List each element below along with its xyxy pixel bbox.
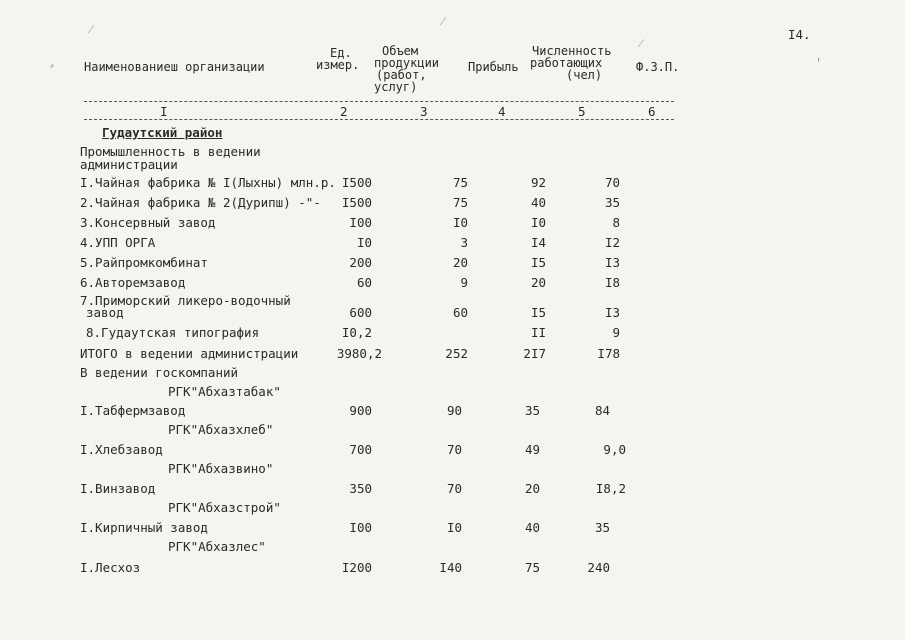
row-name: 7.Приморский ликеро-водочный [80, 293, 291, 308]
row-profit: I40 [439, 560, 462, 575]
column-number: I [160, 104, 168, 119]
row-workers: 35 [524, 403, 540, 418]
row-name: I.Хлебзавод [80, 442, 163, 457]
row-workers: 20 [524, 481, 540, 496]
row-workers: 40 [530, 195, 546, 210]
row-profit: I0 [446, 520, 462, 535]
column-number-rule [84, 119, 674, 120]
row-name: I.Лесхоз [80, 560, 141, 575]
header-unit: измер. [316, 58, 360, 72]
total-name: ИТОГО в ведении администрации [80, 346, 299, 361]
row-fzp: 70 [604, 175, 620, 190]
column-number: 2 [340, 104, 348, 119]
subsection-title: администрации [80, 157, 178, 172]
row-profit: 90 [446, 403, 462, 418]
row-volume: 600 [349, 305, 372, 320]
column-number: 3 [420, 104, 428, 119]
row-profit: 9 [460, 275, 468, 290]
row-name: завод [86, 305, 124, 320]
row-name: 4.УПП ОРГА [80, 235, 156, 250]
group-title: РГК"Абхазлес" [168, 539, 266, 554]
row-profit: 70 [446, 481, 462, 496]
row-profit: I0 [452, 215, 468, 230]
pencil-mark: ' [815, 56, 823, 70]
total-fzp: I78 [597, 346, 620, 361]
row-fzp: 35 [594, 520, 610, 535]
row-volume: 60 [356, 275, 372, 290]
row-profit: 75 [452, 195, 468, 210]
row-volume: I00 [349, 520, 372, 535]
total-volume: 3980,2 [336, 346, 382, 361]
row-fzp: 9,0 [603, 442, 626, 457]
row-profit: 70 [446, 442, 462, 457]
header-volume: продукции [374, 56, 440, 70]
row-workers: II [530, 325, 546, 340]
row-volume: I500 [341, 195, 372, 210]
row-volume: I500 [341, 175, 372, 190]
row-profit: 60 [452, 305, 468, 320]
header-volume: Объем [382, 44, 419, 58]
header-workers: работающих [530, 56, 603, 70]
group-title: РГК"Абхазхлеб" [168, 422, 274, 437]
pencil-mark: ⸗ [50, 58, 54, 72]
header-org-name: Наименованиеш организации [84, 60, 265, 74]
gos-header: В ведении госкомпаний [80, 365, 239, 380]
row-fzp: 8 [612, 215, 620, 230]
total-profit: 252 [445, 346, 468, 361]
page-number: I4. [788, 27, 811, 42]
row-name: 6.Авторемзавод [80, 275, 186, 290]
row-workers: I0 [530, 215, 546, 230]
subsection-title: Промышленность в ведении [80, 144, 261, 159]
column-number: 6 [648, 104, 656, 119]
row-name: I.Винзавод [80, 481, 156, 496]
row-workers: 92 [530, 175, 546, 190]
total-workers: 2I7 [523, 346, 546, 361]
header-profit: Прибыль [468, 60, 519, 74]
row-volume: 700 [349, 442, 372, 457]
row-volume: 350 [349, 481, 372, 496]
row-name: 2.Чайная фабрика № 2(Дурипш) -"- [80, 195, 321, 210]
row-fzp: I8 [604, 275, 620, 290]
row-fzp: 35 [604, 195, 620, 210]
row-name: I.Табфермзавод [80, 403, 186, 418]
row-name: I.Кирпичный завод [80, 520, 208, 535]
row-fzp: 84 [594, 403, 610, 418]
column-number: 4 [498, 104, 506, 119]
row-fzp: I3 [604, 255, 620, 270]
row-name: 8.Гудаутская типография [86, 325, 260, 340]
row-volume: I00 [349, 215, 372, 230]
header-volume: услуг) [374, 80, 418, 94]
pencil-mark: ⁄ [442, 14, 445, 28]
row-name: I.Чайная фабрика № I(Лыхны) млн.р. [80, 175, 336, 190]
group-title: РГК"Абхазстрой" [168, 500, 281, 515]
row-workers: 49 [524, 442, 540, 457]
row-fzp: I8,2 [595, 481, 626, 496]
column-number: 5 [578, 104, 586, 119]
row-workers: 75 [524, 560, 540, 575]
header-unit: Ед. [330, 46, 352, 60]
header-workers: Численность [532, 44, 612, 58]
header-workers: (чел) [566, 68, 603, 82]
row-name: 3.Консервный завод [80, 215, 216, 230]
row-profit: 75 [452, 175, 468, 190]
pencil-mark: ⁄ [640, 36, 643, 50]
row-volume: I0 [356, 235, 372, 250]
row-name: 5.Райпромкомбинат [80, 255, 208, 270]
group-title: РГК"Абхазтабак" [168, 384, 281, 399]
row-volume: 900 [349, 403, 372, 418]
row-workers: 40 [524, 520, 540, 535]
row-profit: 3 [460, 235, 468, 250]
row-fzp: 240 [587, 560, 610, 575]
row-fzp: I3 [604, 305, 620, 320]
pencil-mark: ⁄ [90, 22, 93, 36]
section-title: Гудаутский район [102, 125, 223, 140]
row-volume: I0,2 [341, 325, 372, 340]
row-fzp: I2 [604, 235, 620, 250]
header-volume: (работ, [376, 68, 427, 82]
group-title: РГК"Абхазвино" [168, 461, 274, 476]
row-workers: I4 [530, 235, 546, 250]
row-volume: 200 [349, 255, 372, 270]
row-fzp: 9 [612, 325, 620, 340]
row-workers: 20 [530, 275, 546, 290]
header-rule [84, 101, 674, 102]
header-fzp: Ф.З.П. [636, 60, 680, 74]
row-workers: I5 [530, 305, 546, 320]
row-volume: I200 [341, 560, 372, 575]
row-workers: I5 [530, 255, 546, 270]
row-profit: 20 [452, 255, 468, 270]
